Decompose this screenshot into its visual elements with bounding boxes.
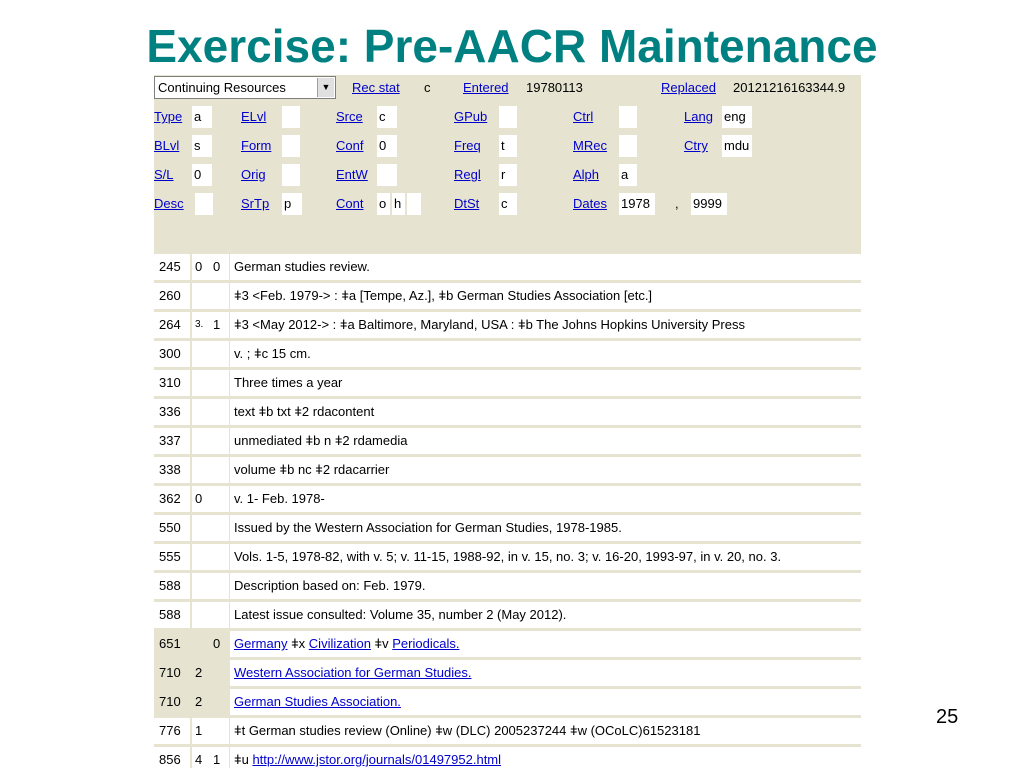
marc-field-row — [154, 747, 861, 768]
dates-label[interactable]: Dates — [573, 196, 607, 211]
marc-field-row — [154, 544, 861, 573]
indicator-1[interactable]: 3. — [192, 312, 209, 338]
marc-field-row — [154, 631, 861, 660]
indicator-2[interactable] — [209, 660, 229, 686]
indicator-2[interactable]: 0 — [209, 254, 229, 280]
desc-field[interactable] — [195, 193, 213, 215]
field-tag[interactable]: 264 — [154, 312, 190, 338]
field-data[interactable]: Three times a year — [230, 370, 861, 396]
field-data[interactable]: German studies review. — [230, 254, 861, 280]
blvl-field[interactable]: s — [192, 135, 212, 157]
indicator-2[interactable] — [209, 457, 229, 483]
marc-field-row — [154, 341, 861, 370]
field-tag[interactable]: 260 — [154, 283, 190, 309]
dtst-label[interactable]: DtSt — [454, 196, 480, 211]
indicator-2[interactable] — [209, 486, 229, 512]
field-data[interactable]: ǂ3 <May 2012-> : ǂa Baltimore, Maryland, USA : ǂb The Johns Hopkins University Press — [230, 312, 861, 338]
orig-field[interactable] — [282, 164, 300, 186]
gpub-field[interactable] — [499, 106, 517, 128]
date-separator: , — [675, 196, 679, 211]
field-data[interactable] — [230, 689, 861, 715]
indicator-2[interactable] — [209, 515, 229, 541]
heading-link[interactable]: Western Association for German Studies. — [234, 665, 472, 680]
field-tag[interactable]: 856 — [154, 747, 190, 768]
indicator-1[interactable]: 0 — [192, 254, 209, 280]
field-data[interactable]: volume ǂb nc ǂ2 rdacarrier — [230, 457, 861, 483]
srtp-field[interactable]: p — [282, 193, 302, 215]
srce-label[interactable]: Srce — [336, 109, 363, 124]
record-type-value: Continuing Resources — [158, 80, 286, 95]
marc-field-row — [154, 689, 861, 718]
indicator-1[interactable]: 4 — [192, 747, 209, 768]
indicator-1[interactable]: 0 — [192, 486, 209, 512]
field-tag[interactable]: 362 — [154, 486, 190, 512]
field-data[interactable]: text ǂb txt ǂ2 rdacontent — [230, 399, 861, 425]
replaced-label[interactable]: Replaced — [661, 80, 716, 95]
dropdown-arrow-icon[interactable]: ▼ — [317, 78, 334, 97]
date1-field[interactable]: 1978 — [619, 193, 655, 215]
sl-label[interactable]: S/L — [154, 167, 174, 182]
rec-stat-value[interactable]: c — [424, 80, 431, 95]
subfield-delimiter: ǂu — [234, 752, 253, 767]
heading-link[interactable]: http://www.jstor.org/journals/01497952.html — [252, 752, 502, 767]
field-data[interactable]: Description based on: Feb. 1979. — [230, 573, 861, 599]
indicator-2[interactable]: 1 — [209, 312, 229, 338]
ctry-label[interactable]: Ctry — [684, 138, 708, 153]
freq-label[interactable]: Freq — [454, 138, 481, 153]
indicator-2[interactable] — [209, 718, 229, 744]
indicator-1[interactable] — [192, 341, 209, 367]
indicator-2[interactable] — [209, 399, 229, 425]
orig-label[interactable]: Orig — [241, 167, 266, 182]
indicator-1[interactable] — [192, 573, 209, 599]
field-data[interactable]: unmediated ǂb n ǂ2 rdamedia — [230, 428, 861, 454]
cont-label[interactable]: Cont — [336, 196, 364, 211]
entw-label[interactable]: EntW — [336, 167, 368, 182]
marc-field-row — [154, 573, 861, 602]
entw-field[interactable] — [377, 164, 397, 186]
mrec-field[interactable] — [619, 135, 637, 157]
regl-label[interactable]: Regl — [454, 167, 481, 182]
indicator-1[interactable] — [192, 399, 209, 425]
conf-field[interactable]: 0 — [377, 135, 397, 157]
subfield-delimiter: ǂx — [287, 636, 309, 651]
cont-field-1[interactable]: o — [377, 193, 390, 215]
ctrl-label[interactable]: Ctrl — [573, 109, 594, 124]
field-data[interactable]: Issued by the Western Association for German Studies, 1978-1985. — [230, 515, 861, 541]
marc-field-row — [154, 370, 861, 399]
type-field[interactable]: a — [192, 106, 212, 128]
page-number: 25 — [936, 706, 959, 728]
date2-field[interactable]: 9999 — [691, 193, 727, 215]
freq-field[interactable]: t — [499, 135, 517, 157]
indicator-1[interactable] — [192, 544, 209, 570]
marc-field-row — [154, 486, 861, 515]
field-data[interactable]: Latest issue consulted: Volume 35, number 2 (May 2012). — [230, 602, 861, 628]
record-type-select[interactable] — [154, 76, 336, 99]
indicator-2[interactable]: 0 — [209, 631, 229, 657]
marc-record-editor — [154, 75, 861, 768]
form-label[interactable]: Form — [241, 138, 272, 153]
field-tag[interactable]: 245 — [154, 254, 190, 280]
regl-field[interactable]: r — [499, 164, 517, 186]
indicator-1[interactable]: 1 — [192, 718, 209, 744]
cont-field-3[interactable] — [407, 193, 421, 215]
heading-link[interactable]: German Studies Association. — [234, 694, 401, 709]
sl-field[interactable]: 0 — [192, 164, 212, 186]
ctrl-field[interactable] — [619, 106, 637, 128]
entered-value[interactable]: 19780113 — [526, 80, 583, 95]
indicator-2[interactable] — [209, 544, 229, 570]
field-data[interactable]: ǂ3 <Feb. 1979-> : ǂa [Tempe, Az.], ǂb German Studies Association [etc.] — [230, 283, 861, 309]
fixed-field-area — [154, 75, 861, 258]
field-tag[interactable]: 550 — [154, 515, 190, 541]
field-tag[interactable]: 651 — [154, 631, 190, 657]
field-data[interactable]: v. ; ǂc 15 cm. — [230, 341, 861, 367]
indicator-2[interactable] — [209, 283, 229, 309]
field-tag[interactable]: 310 — [154, 370, 190, 396]
lang-label[interactable]: Lang — [684, 109, 713, 124]
indicator-1[interactable] — [192, 457, 209, 483]
indicator-1[interactable] — [192, 631, 209, 657]
marc-field-row — [154, 399, 861, 428]
rec-stat-label[interactable]: Rec stat — [352, 80, 400, 95]
indicator-1[interactable]: 2 — [192, 660, 209, 686]
indicator-2[interactable] — [209, 428, 229, 454]
field-tag[interactable]: 710 — [154, 660, 190, 686]
marc-field-row — [154, 602, 861, 631]
subfield-delimiter: ǂv — [370, 636, 393, 651]
field-data[interactable] — [230, 660, 861, 686]
heading-link[interactable]: Periodicals. — [392, 636, 460, 651]
marc-field-row — [154, 254, 861, 283]
srtp-label[interactable]: SrTp — [241, 196, 270, 211]
elvl-label[interactable]: ELvl — [241, 109, 267, 124]
alph-field[interactable]: a — [619, 164, 637, 186]
entered-label[interactable]: Entered — [463, 80, 509, 95]
indicator-2[interactable] — [209, 602, 229, 628]
srce-field[interactable]: c — [377, 106, 397, 128]
heading-link[interactable]: Germany — [234, 636, 288, 651]
replaced-value[interactable]: 20121216163344.9 — [733, 80, 846, 95]
field-tag[interactable]: 588 — [154, 573, 190, 599]
indicator-2[interactable] — [209, 689, 229, 715]
marc-field-row — [154, 428, 861, 457]
marc-field-row — [154, 457, 861, 486]
marc-field-row — [154, 283, 861, 312]
mrec-label[interactable]: MRec — [573, 138, 607, 153]
field-data[interactable]: v. 1- Feb. 1978- — [230, 486, 861, 512]
field-tag[interactable]: 337 — [154, 428, 190, 454]
indicator-1[interactable] — [192, 370, 209, 396]
indicator-2[interactable] — [209, 370, 229, 396]
field-data[interactable] — [230, 631, 861, 657]
field-tag[interactable]: 300 — [154, 341, 190, 367]
alph-label[interactable]: Alph — [573, 167, 600, 182]
field-tag[interactable]: 336 — [154, 399, 190, 425]
field-tag[interactable]: 338 — [154, 457, 190, 483]
elvl-field[interactable] — [282, 106, 300, 128]
desc-label[interactable]: Desc — [154, 196, 184, 211]
slide-title: Exercise: Pre-AACR Maintenance — [146, 20, 878, 72]
field-data[interactable]: ǂt German studies review (Online) ǂw (DLC) 2005237244 ǂw (OCoLC)61523181 — [230, 718, 861, 744]
ctry-field[interactable]: mdu — [722, 135, 752, 157]
indicator-1[interactable] — [192, 602, 209, 628]
field-tag[interactable]: 588 — [154, 602, 190, 628]
dtst-field[interactable]: c — [499, 193, 517, 215]
blvl-label[interactable]: BLvl — [154, 138, 180, 153]
field-data[interactable] — [230, 747, 861, 768]
form-field[interactable] — [282, 135, 300, 157]
indicator-2[interactable] — [209, 573, 229, 599]
field-data[interactable]: Vols. 1-5, 1978-82, with v. 5; v. 11-15, 1988-92, in v. 15, no. 3; v. 16-20, 1993-97, in v. 20, no. 3. — [230, 544, 861, 570]
lang-field[interactable]: eng — [722, 106, 752, 128]
marc-field-row — [154, 312, 861, 341]
indicator-1[interactable] — [192, 515, 209, 541]
marc-field-row — [154, 660, 861, 689]
field-tag[interactable]: 555 — [154, 544, 190, 570]
type-label[interactable]: Type — [154, 109, 183, 124]
indicator-1[interactable] — [192, 428, 209, 454]
indicator-1[interactable] — [192, 283, 209, 309]
indicator-2[interactable]: 1 — [209, 747, 229, 768]
field-tag[interactable]: 710 — [154, 689, 190, 715]
field-tag[interactable]: 776 — [154, 718, 190, 744]
conf-label[interactable]: Conf — [336, 138, 364, 153]
heading-link[interactable]: Civilization — [308, 636, 371, 651]
marc-field-row — [154, 718, 861, 747]
indicator-2[interactable] — [209, 341, 229, 367]
cont-field-2[interactable]: h — [392, 193, 405, 215]
marc-field-row — [154, 515, 861, 544]
gpub-label[interactable]: GPub — [454, 109, 488, 124]
indicator-1[interactable]: 2 — [192, 689, 209, 715]
